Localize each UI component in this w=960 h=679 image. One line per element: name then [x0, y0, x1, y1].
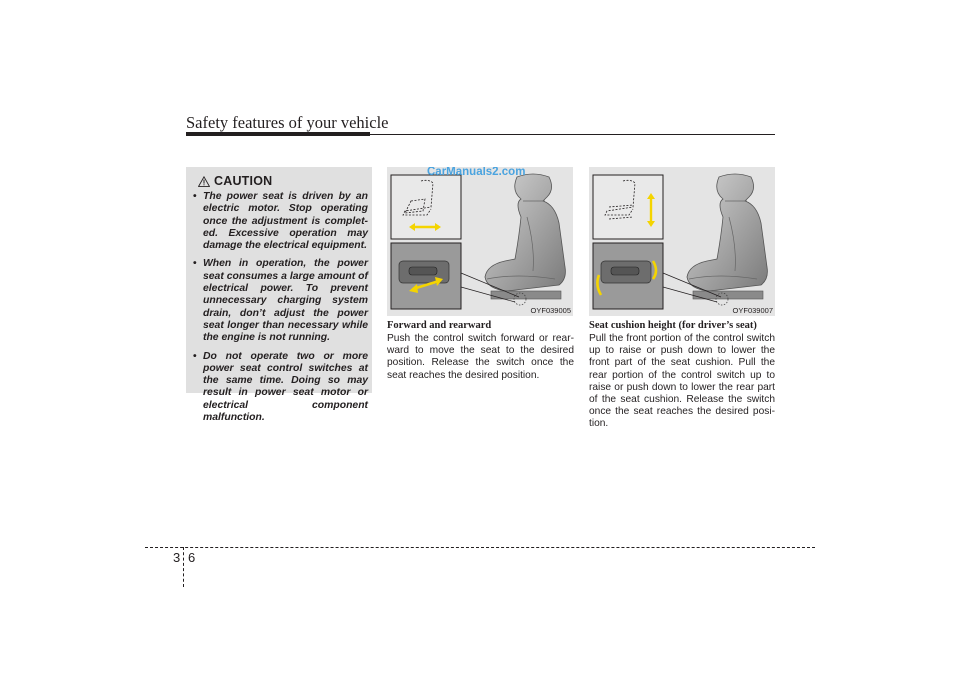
watermark-text: CarManuals2.com: [427, 167, 526, 178]
warning-triangle-icon: [198, 176, 210, 187]
seat-illustration-forward: [387, 167, 573, 316]
figure-code: OYF039005: [530, 306, 571, 315]
page-number-section: 3: [173, 550, 181, 565]
caution-list: [193, 191, 368, 430]
header-rule-thin: [370, 134, 775, 135]
section-heading-height: Seat cushion height (for driver’s seat): [589, 320, 757, 331]
section-body-height: Pull the front portion of the control switch up to raise or push down to lower the front part of the seat cushion. Pull the rear portion of the control switch up to raise or push down to lower the rear part of the seat cushion. Release the switch once the seat reaches the desired posi-tion.: [589, 333, 775, 430]
figure-cushion-height: [589, 167, 775, 316]
page-number-separator: [183, 547, 184, 587]
caution-heading: [198, 174, 272, 188]
header-rule: [186, 132, 370, 136]
caution-title: CAUTION: [214, 174, 273, 188]
figure-forward-rearward: [387, 167, 573, 316]
page-header-title: Safety features of your vehicle: [186, 113, 389, 132]
caution-box: [186, 167, 372, 424]
section-body-forward: Push the control switch forward or rear-ward to move the seat to the desired position. Release the switch once the seat reaches the desired position.: [387, 333, 574, 381]
footer-rule: [145, 547, 815, 548]
section-heading-forward: Forward and rearward: [387, 320, 492, 331]
page-number: 6: [188, 550, 196, 565]
caution-item: • The power seat is driven by an electric motor. Stop operating once the adjustment is complet-ed. Excessive operation may damage the electrical equipment.: [193, 191, 368, 252]
caution-item: • Do not operate two or more power seat control switches at the same time. Doing so may result in power seat motor or electrical component malfunction.: [193, 350, 368, 424]
caution-item: • When in operation, the power seat consumes a large amount of electrical power. To prevent unnecessary charging system drain, don’t adjust the power seat longer than necessary while the engine is not running.: [193, 258, 368, 344]
seat-illustration-height: [589, 167, 775, 316]
figure-code: OYF039007: [732, 306, 773, 315]
